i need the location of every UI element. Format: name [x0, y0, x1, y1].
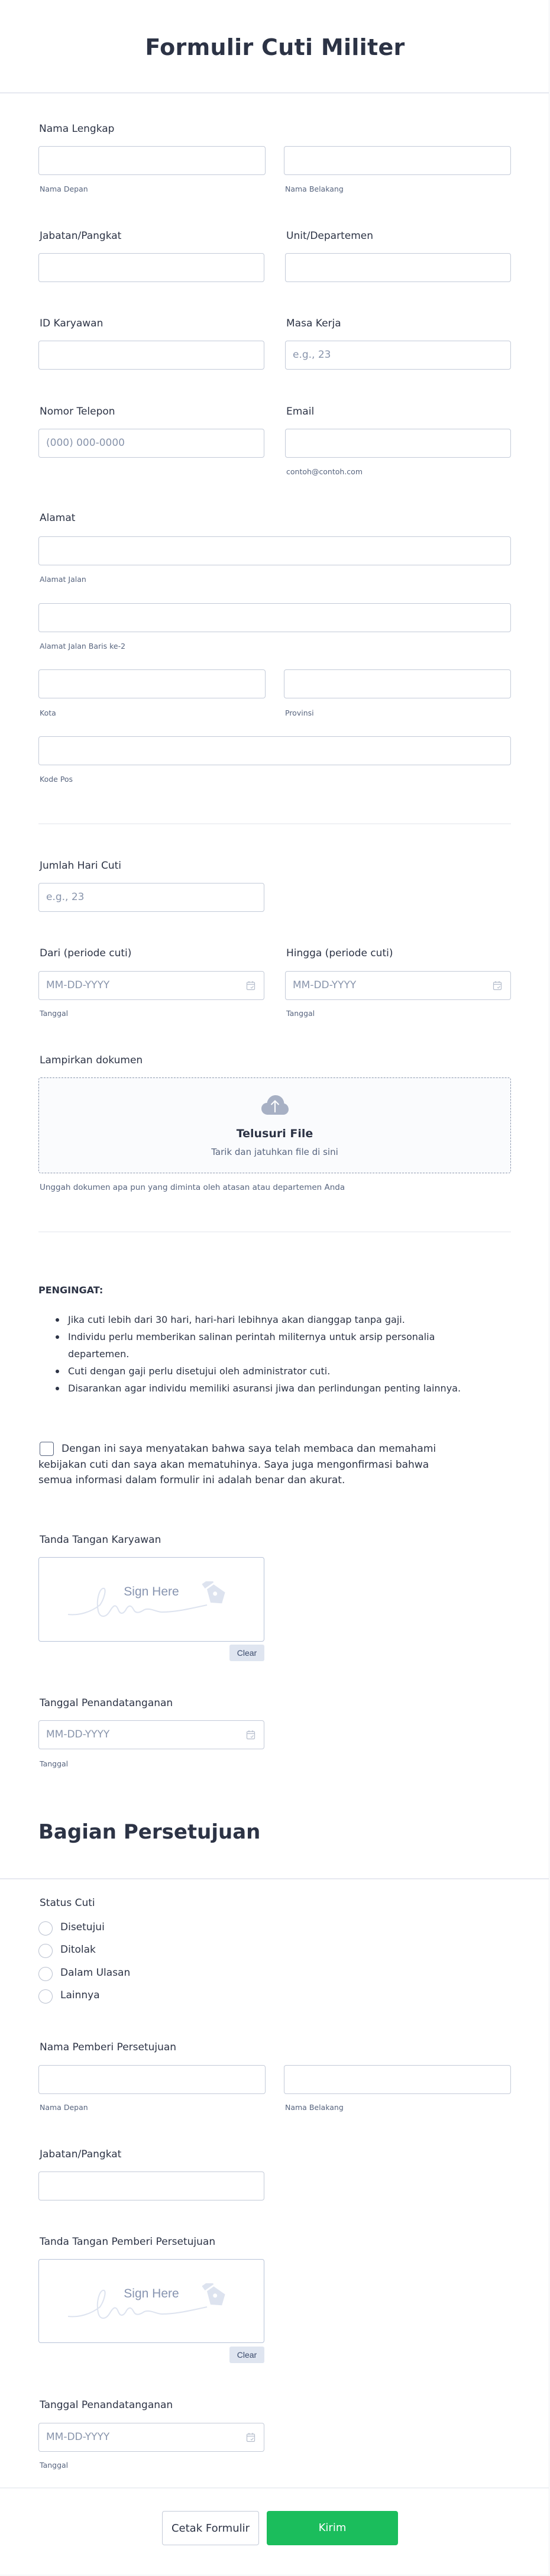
phone-placeholder: (000) 000-0000	[46, 437, 125, 449]
approver-rank-input[interactable]	[38, 2172, 264, 2200]
city-input[interactable]	[38, 669, 266, 698]
approver-rank-label: Jabatan/Pangkat	[40, 2148, 122, 2160]
employee-signature-pad[interactable]	[38, 1557, 264, 1642]
street2-sublabel: Alamat Jalan Baris ke-2	[40, 642, 126, 651]
radio-button[interactable]	[38, 1921, 53, 1936]
declaration-text-line1: Dengan ini saya menyatakan bahwa saya telah membaca dan memahami	[62, 1443, 436, 1455]
attachment-label: Lampirkan dokumen	[40, 1054, 143, 1066]
approval-section-title: Bagian Persetujuan	[38, 1820, 261, 1844]
declaration-checkbox[interactable]	[40, 1442, 54, 1456]
to-date-label: Hingga (periode cuti)	[286, 947, 393, 959]
employee-sign-date-label: Tanggal Penandatanganan	[40, 1697, 173, 1709]
radio-label: Disetujui	[60, 1921, 105, 1933]
browse-files-button[interactable]: Telusuri File	[236, 1127, 313, 1140]
attachment-help: Unggah dokumen apa pun yang diminta oleh atasan atau departemen Anda	[40, 1183, 345, 1192]
sign-here-prompt: Sign Here	[124, 2287, 179, 2300]
status-option-other[interactable]	[38, 1989, 100, 2004]
tenure-label: Masa Kerja	[286, 318, 341, 329]
unit-label: Unit/Departemen	[286, 230, 373, 242]
reminder-item: Cuti dengan gaji perlu disetujui oleh administrator cuti.	[68, 1363, 476, 1380]
unit-input[interactable]	[285, 253, 511, 282]
radio-label: Lainnya	[60, 1989, 100, 2001]
city-sublabel: Kota	[40, 708, 56, 717]
employee-id-input[interactable]	[38, 341, 264, 370]
last-name-input[interactable]	[284, 146, 511, 175]
address-label: Alamat	[40, 512, 76, 524]
approver-first-name-input[interactable]	[38, 2065, 266, 2094]
last-name-sublabel: Nama Belakang	[285, 185, 344, 193]
from-date-sublabel: Tanggal	[40, 1009, 69, 1018]
approver-name-label: Nama Pemberi Persetujuan	[40, 2041, 177, 2053]
declaration-text-line2: kebijakan cuti dan saya akan mematuhinya. Saya juga mengonfirmasi bahwa	[38, 1459, 429, 1471]
leave-days-input[interactable]	[38, 883, 264, 912]
leave-status-label: Status Cuti	[40, 1897, 95, 1909]
approver-sign-date-sublabel: Tanggal	[40, 2461, 69, 2470]
email-input[interactable]	[285, 429, 511, 458]
postal-sublabel: Kode Pos	[40, 775, 73, 784]
street-input[interactable]	[38, 536, 511, 565]
rank-label: Jabatan/Pangkat	[40, 230, 122, 242]
file-dropzone[interactable]	[38, 1077, 511, 1173]
date-placeholder: MM-DD-YYYY	[46, 1729, 110, 1740]
employee-sign-date-sublabel: Tanggal	[40, 1759, 69, 1768]
approver-sign-date-label: Tanggal Penandatanganan	[40, 2399, 173, 2411]
sign-here-prompt: Sign Here	[124, 1585, 179, 1598]
rank-input[interactable]	[38, 253, 264, 282]
approval-divider	[0, 1878, 549, 1879]
leave-days-label: Jumlah Hari Cuti	[40, 860, 122, 872]
full-name-label: Nama Lengkap	[39, 123, 115, 135]
employee-signature-label: Tanda Tangan Karyawan	[40, 1534, 161, 1546]
radio-label: Ditolak	[60, 1944, 96, 1956]
reminder-title: PENGINGAT:	[38, 1284, 103, 1296]
form-title: Formulir Cuti Militer	[145, 34, 405, 60]
to-date-placeholder: MM-DD-YYYY	[293, 979, 357, 991]
radio-button[interactable]	[38, 1944, 53, 1958]
calendar-icon[interactable]	[246, 2432, 255, 2442]
radio-button[interactable]	[38, 1967, 53, 1981]
from-date-placeholder: MM-DD-YYYY	[46, 979, 110, 991]
footer-divider	[0, 2487, 549, 2488]
calendar-icon[interactable]	[493, 980, 502, 991]
cloud-upload-icon	[261, 1095, 289, 1116]
calendar-icon[interactable]	[246, 980, 255, 991]
to-date-sublabel: Tanggal	[286, 1009, 315, 1018]
first-name-sublabel: Nama Depan	[40, 185, 88, 193]
street2-input[interactable]	[38, 603, 511, 632]
section-divider	[38, 1231, 511, 1232]
employee-sign-date-input[interactable]	[38, 1720, 264, 1749]
phone-input[interactable]	[38, 429, 264, 458]
province-sublabel: Provinsi	[285, 708, 314, 717]
clear-signature-button[interactable]: Clear	[229, 1645, 264, 1661]
header-divider	[0, 92, 549, 93]
email-label: Email	[286, 406, 315, 418]
print-form-button[interactable]: Cetak Formulir	[162, 2511, 259, 2545]
province-input[interactable]	[284, 669, 511, 698]
from-date-input[interactable]	[38, 971, 264, 1000]
approver-last-name-input[interactable]	[284, 2065, 511, 2094]
approver-signature-label: Tanda Tangan Pemberi Persetujuan	[40, 2236, 216, 2248]
tenure-placeholder: e.g., 23	[293, 349, 331, 361]
reminder-list	[68, 1311, 476, 1397]
submit-button[interactable]: Kirim	[267, 2511, 398, 2545]
reminder-item: Individu perlu memberikan salinan perintah militernya untuk arsip personalia departemen.	[68, 1328, 476, 1363]
approver-sign-date-input[interactable]	[38, 2423, 264, 2452]
radio-label: Dalam Ulasan	[60, 1967, 131, 1979]
street-sublabel: Alamat Jalan	[40, 575, 86, 584]
from-date-label: Dari (periode cuti)	[40, 947, 132, 959]
to-date-input[interactable]	[285, 971, 511, 1000]
status-option-rejected[interactable]	[38, 1944, 96, 1958]
clear-signature-button[interactable]: Clear	[229, 2347, 264, 2363]
email-sublabel: contoh@contoh.com	[286, 467, 363, 476]
approver-last-name-sublabel: Nama Belakang	[285, 2103, 344, 2112]
postal-input[interactable]	[38, 736, 511, 765]
approver-first-name-sublabel: Nama Depan	[40, 2103, 88, 2112]
drag-drop-hint: Tarik dan jatuhkan file di sini	[211, 1147, 338, 1157]
section-divider	[38, 823, 511, 824]
tenure-input[interactable]	[285, 341, 511, 370]
declaration-text-line3: semua informasi dalam formulir ini adalah benar dan akurat.	[38, 1474, 345, 1486]
phone-label: Nomor Telepon	[40, 406, 115, 418]
status-option-approved[interactable]	[38, 1921, 105, 1936]
reminder-item: Jika cuti lebih dari 30 hari, hari-hari lebihnya akan dianggap tanpa gaji.	[68, 1311, 476, 1328]
status-option-in-review[interactable]	[38, 1967, 131, 1981]
calendar-icon[interactable]	[246, 1730, 255, 1740]
approver-signature-pad[interactable]	[38, 2259, 264, 2343]
radio-button[interactable]	[38, 1989, 53, 2004]
first-name-input[interactable]	[38, 146, 266, 175]
reminder-item: Disarankan agar individu memiliki asuransi jiwa dan perlindungan penting lainnya.	[68, 1380, 476, 1397]
leave-days-placeholder: e.g., 23	[46, 891, 85, 903]
date-placeholder: MM-DD-YYYY	[46, 2431, 110, 2443]
employee-id-label: ID Karyawan	[40, 318, 103, 329]
